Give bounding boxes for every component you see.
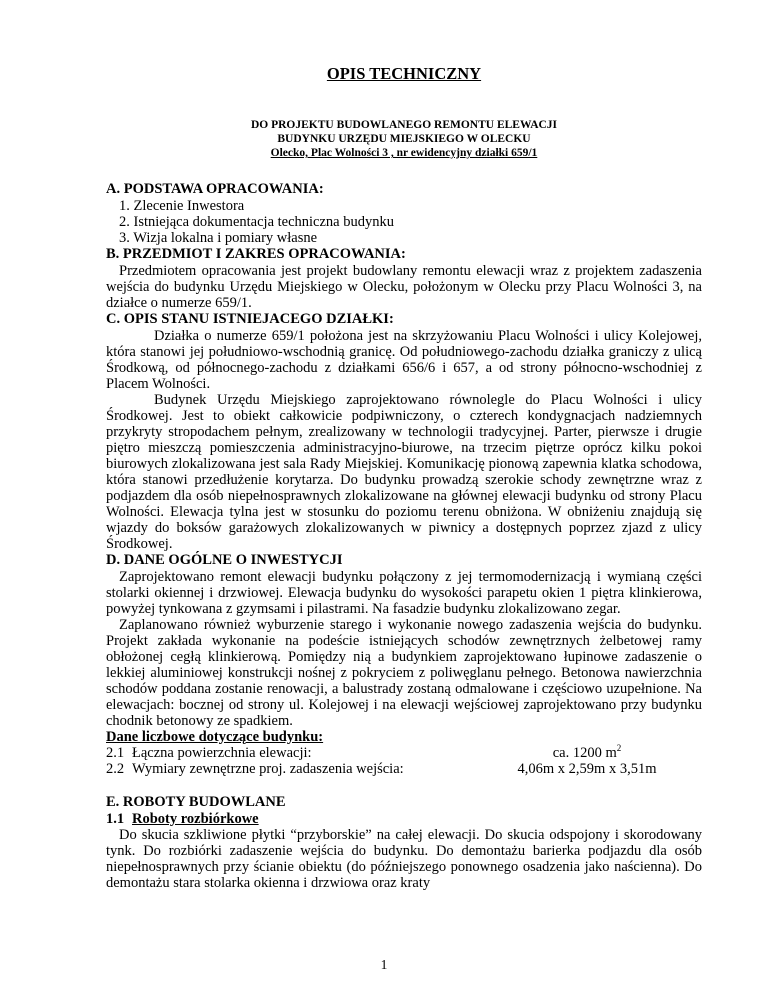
- section-b-paragraph: Przedmiotem opracowania jest projekt budowlany remontu elewacji wraz z projektem zadaszenia wejścia do budynku Urzędu Miejskiego w Olecku, położonym w Olecku przy Placu Wolności 3, na działce o numerze 659/1.: [106, 263, 702, 311]
- section-d-paragraph-2: Zaplanowano również wyburzenie starego i wykonanie nowego zadaszenia wejścia do budynku. Projekt zakłada wykonanie na podeście istniejących schodów zewnętrznych żelbetowej ramy obłożonej cegłą klinkierową. Pomiędzy nią a budynkiem zaprojektowano łupinowe zadaszenie o lekkiej aluminiowej konstrukcji nośnej z pokryciem z poliwęglanu pełnego. Betonowa nawierzchnia schodów poddana zostanie renowacji, a balustrady zostaną odmalowane i częściowo uzupełnione. Na elewacjach: bocznej od strony ul. Kolejowej i na elewacji wejściowej zaprojektowano przy budynku chodnik betonowy ze spadkiem.: [106, 617, 702, 729]
- list-item: 3. Wizja lokalna i pomiary własne: [119, 230, 318, 246]
- data-row-label: Łączna powierzchnia elewacji:: [132, 745, 312, 761]
- list-item: 2. Istniejąca dokumentacja techniczna budynku: [119, 214, 394, 230]
- subtitle-address: Olecko, Plac Wolności 3 , nr ewidencyjny działki 659/1: [270, 147, 538, 159]
- list-item: 1. Zlecenie Inwestora: [119, 198, 245, 214]
- data-row-number: 2.1: [106, 745, 125, 761]
- data-row-number: 2.2: [106, 761, 125, 777]
- subsection-number: 1.1: [106, 811, 125, 827]
- section-e-paragraph: Do skucia szkliwione płytki “przyborskie” na całej elewacji. Do skucia odspojony i skorodowany tynk. Do rozbiórki zadaszenie wejścia do budynku. Do demontażu barierka podjazdu dla osób niepełnosprawnych przy ścianie obiektu (do późniejszego ponownego osadzenia jako naścienna). Do demontażu stara stolarka okienna i drzwiowa oraz kraty: [106, 827, 702, 891]
- page-number: 1: [380, 957, 388, 972]
- section-b-heading: B. PRZEDMIOT I ZAKRES OPRACOWANIA:: [106, 246, 406, 262]
- section-a-list: [106, 198, 702, 246]
- subtitle-line-2: BUDYNKU URZĘDU MIEJSKIEGO W OLECKU: [277, 133, 531, 145]
- superscript: 2: [616, 743, 622, 754]
- section-c-paragraph-1: Działka o numerze 659/1 położona jest na skrzyżowaniu Placu Wolności i ulicy Kolejowej, która stanowi jej południowo-wschodnią granicę. Od południowego-zachodu działka graniczy z ulicą Środkową, od północnego-zachodu z działkami 656/6 i 657, a od strony północno-wschodniej z Placem Wolności.: [106, 328, 702, 392]
- subtitle-line-1: DO PROJEKTU BUDOWLANEGO REMONTU ELEWACJI: [250, 119, 558, 131]
- section-d-heading: D. DANE OGÓLNE O INWESTYCJI: [106, 552, 343, 568]
- spacer: [106, 777, 702, 794]
- subsection-label: Roboty rozbiórkowe: [132, 811, 259, 827]
- data-row-label: Wymiary zewnętrzne proj. zadaszenia wejścia:: [132, 761, 404, 777]
- section-c-paragraph-2: Budynek Urzędu Miejskiego zaprojektowano równolegle do Placu Wolności i ulicy Środkowej. Jest to obiekt całkowicie podpiwniczony, o czterech kondygnacjach nadziemnych przykryty stropodachem pełnym, zrealizowany w technologii tradycyjnej. Parter, pierwsze i drugie piętro mieszczą pomieszczenia administracyjno-biurowe, na trzecim piętrze oprócz kilku pokoi biurowych zlokalizowana jest sala Rady Miejskiej. Komunikację pionową zapewnia klatka schodowa, która stanowi przedłużenie korytarza. Do budynku prowadzą szerokie schody zewnętrzne wraz z podjazdem dla osób niepełnosprawnych zlokalizowane na głównej elewacji budynku od strony Placu Wolności. Elewacja tylna jest w stosunku do poziomu terenu obniżona. W obniżeniu znajdują się wjazdy do boksów garażowych zlokalizowanych w piwnicy a dostępnych poprzez zjazd z ulicy Środkowej.: [106, 392, 702, 552]
- section-a-heading: A. PODSTAWA OPRACOWANIA:: [106, 181, 324, 197]
- document-body: [106, 181, 702, 891]
- section-e-heading: E. ROBOTY BUDOWLANE: [106, 794, 286, 810]
- section-c-heading: C. OPIS STANU ISTNIEJACEGO DZIAŁKI:: [106, 311, 394, 327]
- data-row: [106, 761, 702, 777]
- document-subtitle: [106, 118, 702, 160]
- subsection-heading: [106, 811, 702, 827]
- document-title: OPIS TECHNICZNY: [326, 64, 482, 83]
- section-d-paragraph-1: Zaprojektowano remont elewacji budynku połączony z jej termomodernizacją i wymianą części stolarki okiennej i drzwiowej. Elewacja budynku do wysokości parapetu okien 1 piętra klinkierowa, powyżej tynkowana z gzymsami i pilastrami. Na fasadzie budynku zlokalizowano zegar.: [106, 569, 702, 617]
- data-row-value: ca. 1200 $m^2$: [552, 743, 622, 761]
- data-row-value: 4,06m x 2,59m x 3,51m: [517, 761, 657, 777]
- data-heading: Dane liczbowe dotyczące budynku:: [106, 729, 324, 745]
- data-row: [106, 745, 702, 761]
